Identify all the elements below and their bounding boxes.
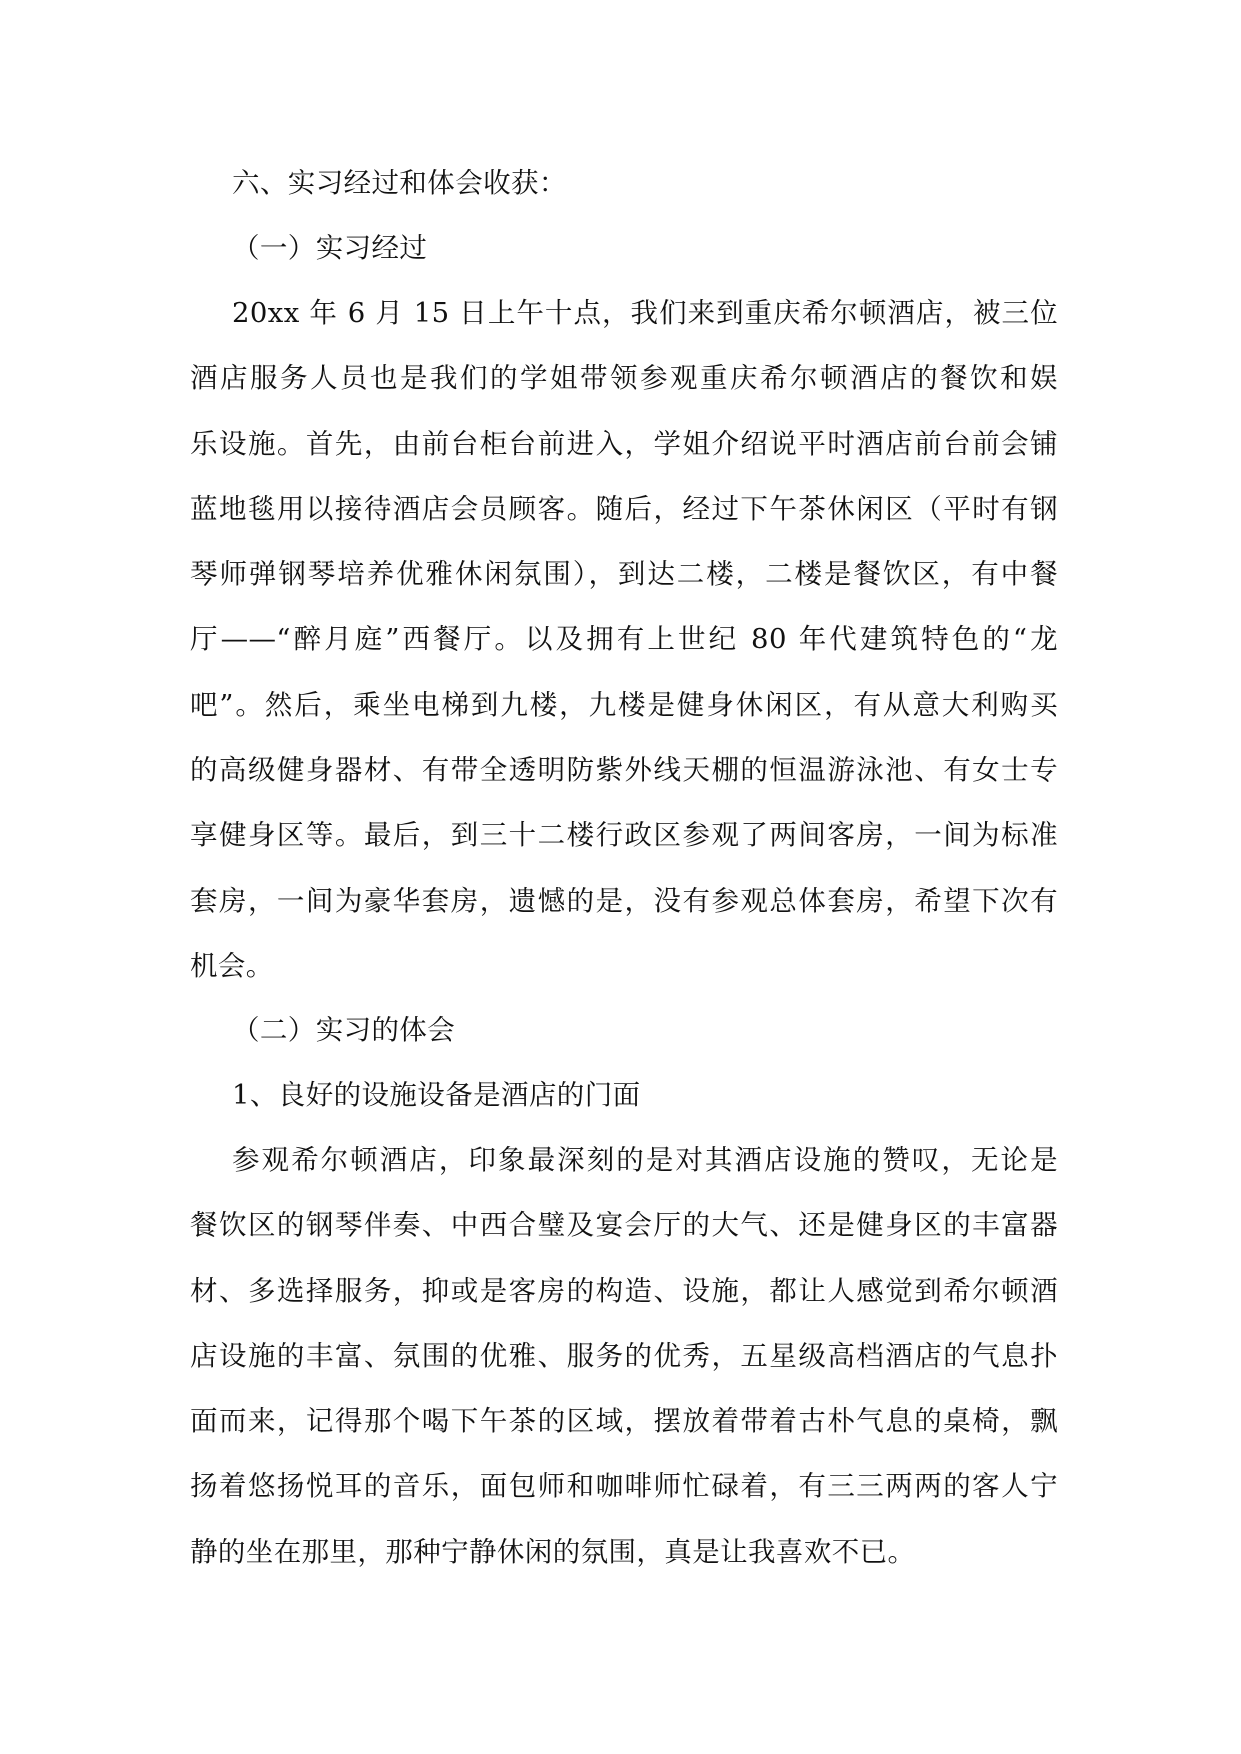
subsection-2-heading-text: （二）实习的体会	[232, 1014, 456, 1046]
subsection-1-heading	[190, 216, 1058, 281]
paragraph-line: 机会。	[190, 949, 274, 982]
subsection-1-heading-text: （一）实习经过	[232, 232, 428, 264]
paragraph-line: 餐饮区的钢琴伴奏、中西合璧及宴会厅的大气、还是健身区的丰富器	[190, 1209, 1058, 1242]
paragraph-line: 吧”。然后，乘坐电梯到九楼，九楼是健身休闲区，有从意大利购买	[190, 688, 1058, 721]
point-1-heading-text: 1、良好的设施设备是酒店的门面	[232, 1079, 641, 1111]
subsection-2-heading	[190, 998, 1058, 1063]
point-1-heading	[190, 1063, 1058, 1128]
paragraph-line: 乐设施。首先，由前台柜台前进入，学姐介绍说平时酒店前台前会铺	[190, 427, 1058, 460]
section-heading-text: 六、实习经过和体会收获：	[232, 167, 567, 199]
paragraph-2	[190, 1128, 1058, 1585]
paragraph-line: 琴师弹钢琴培养优雅休闲氛围），到达二楼，二楼是餐饮区，有中餐	[190, 558, 1058, 591]
paragraph-line: 的高级健身器材、有带全透明防紫外线天棚的恒温游泳池、有女士专	[190, 754, 1058, 787]
paragraph-line: 20xx 年 6 月 15 日上午十点，我们来到重庆希尔顿酒店，被三位	[232, 297, 1058, 329]
paragraph-line: 店设施的丰富、氛围的优雅、服务的优秀，五星级高档酒店的气息扑	[190, 1339, 1058, 1372]
paragraph-line: 材、多选择服务，抑或是客房的构造、设施，都让人感觉到希尔顿酒	[190, 1274, 1058, 1307]
paragraph-1	[190, 281, 1058, 999]
paragraph-line: 蓝地毯用以接待酒店会员顾客。随后，经过下午茶休闲区（平时有钢	[190, 492, 1058, 525]
paragraph-line: 静的坐在那里，那种宁静休闲的氛围，真是让我喜欢不已。	[190, 1535, 916, 1568]
paragraph-line: 酒店服务人员也是我们的学姐带领参观重庆希尔顿酒店的餐饮和娱	[190, 362, 1058, 395]
paragraph-line: 扬着悠扬悦耳的音乐，面包师和咖啡师忙碌着，有三三两两的客人宁	[190, 1470, 1058, 1503]
paragraph-line: 厅——“醉月庭”西餐厅。以及拥有上世纪 80 年代建筑特色的“龙	[190, 623, 1058, 656]
paragraph-line: 套房，一间为豪华套房，遗憾的是，没有参观总体套房，希望下次有	[190, 884, 1058, 917]
paragraph-line: 享健身区等。最后，到三十二楼行政区参观了两间客房，一间为标准	[190, 819, 1058, 852]
paragraph-line: 参观希尔顿酒店，印象最深刻的是对其酒店设施的赞叹，无论是	[232, 1144, 1058, 1176]
section-heading	[190, 151, 1058, 216]
paragraph-line: 面而来，记得那个喝下午茶的区域，摆放着带着古朴气息的桌椅，飘	[190, 1405, 1058, 1438]
